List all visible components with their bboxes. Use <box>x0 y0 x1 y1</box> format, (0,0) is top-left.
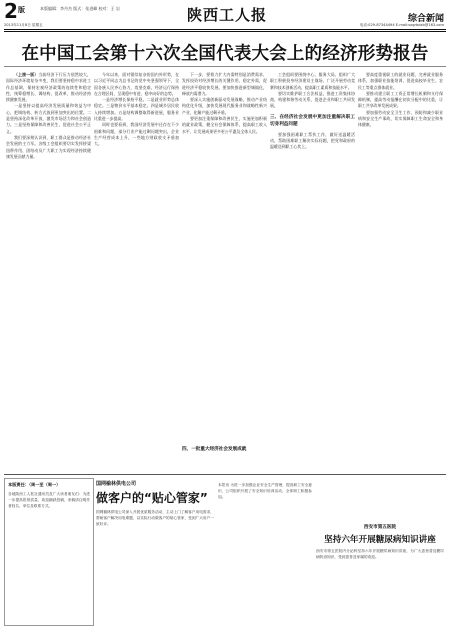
issue-date: 2013年11月8日 星期五 <box>4 23 43 27</box>
page-number: 2 <box>4 0 18 23</box>
notice-text: 各地陕西工人报社通讯员及广大读者朋友们：为进一步提高报纸质量，欢迎踊跃投稿，来稿请注明作者姓名、单位及联系方式。 <box>8 492 90 508</box>
paragraph: 要深入实施创新驱动发展战略，推动产业结构优化升级，加快发展现代服务业和战略性新兴产业，化解产能过剩矛盾。 <box>182 97 267 115</box>
paragraph: 一是坚持以提高经济发展质量和效益为中心，把调结构、转方式放到更加突出的位置。二是坚持深化改革开放，激发市场活力和社会创造力。三是坚持保障和改善民生，促进社会公平正义。 <box>6 103 91 134</box>
article-column-2 <box>94 72 179 472</box>
page-unit: 版 <box>18 6 25 14</box>
paragraph: 要加强劳动安全卫生工作，预防和减少职业病和安全生产事故，切实保障职工生命安全和身体健康。 <box>358 109 443 128</box>
bottom-rule <box>4 474 446 475</box>
paragraph: 今年以来，面对错综复杂的国内外形势，在以习近平同志为总书记的党中央坚强领导下，全国各族人民齐心协力，攻坚克难，经济运行保持在合理区间，呈现稳中有进、稳中向好的态势。 <box>94 72 179 96</box>
feature-story <box>96 478 214 624</box>
paragraph: 要加强困难职工帮扶工作，做好送温暖活动，帮助困难职工解决实际问题，把党和政府的温暖送到职工心坎上。 <box>270 131 355 150</box>
section-title: 综合新闻 <box>407 14 444 24</box>
paragraph: 要推动建立职工工资正常增长机制和支付保障机制，提高劳动报酬在初次分配中的比重，让职工共享改革发展成果。 <box>358 90 443 109</box>
story-title: 坚持六年开展糖尿病知识讲座 <box>324 535 436 545</box>
section-subhead: 四、一批重大经济社会发展成就 <box>182 447 247 452</box>
paragraph: 我们要深刻认识到，职工群众是推动经济社会发展的主力军。各级工会组织要切实发挥桥梁纽带作用，团结动员广大职工为实现经济持续健康发展贡献力量。 <box>6 134 91 159</box>
article-body <box>6 72 444 472</box>
article-column-4 <box>270 72 355 472</box>
news-brief <box>218 478 312 624</box>
section-subhead: 三、在经济社会发展中更加注重解决职工切身利益问题 <box>270 114 355 127</box>
notice-box <box>4 478 94 626</box>
paragraph: 当前经济下行压力依然较大，国际经济环境复杂多变，我们要坚持稳中求进工作总基调，保持宏观经济政策的连续性和稳定性，统筹稳增长、调结构、促改革，推动经济持续健康发展。 <box>6 72 91 103</box>
paragraph: 下一步，要着力扩大内需特别是消费需求，发挥投资对经济增长的关键作用，稳定外需，促进经济平稳较快发展。要加快推进新型城镇化，释放内需潜力。 <box>182 72 267 96</box>
story-title: 做客户的“贴心管家” <box>96 491 208 505</box>
contact-info: 电话:029-87344494 E-mail:sxgrbdzb@163.com <box>359 23 444 27</box>
feature-story-2 <box>316 478 444 624</box>
paragraph: 要更加注重保障和改善民生，实施更加积极的就业政策，健全社会保障体系，提高职工收入水平，让发展成果更多更公平惠及全体人民。 <box>182 116 267 134</box>
editor-credits: 本版编辑：李丹杰 版式：张进峰 校对：王 岩 <box>40 6 120 11</box>
brief-text: 本报讯 为进一步加强企业安全生产管理，提高职工安全意识，公司组织开展了安全知识培训活动，全体职工积极参加。 <box>218 483 312 499</box>
story-text: 西安市第五医院内分泌科坚持六年开展糖尿病知识讲座，为广大患者普及糖尿病防治知识，受到患者及家属的欢迎。 <box>316 549 444 559</box>
article-column-5 <box>358 72 443 472</box>
paragraph: 同时也要看到，我国经济发展中还存在不少困难和问题，部分行业产能过剩问题突出，企业生产经营成本上升，一些地方财政收支矛盾加大。 <box>94 122 179 147</box>
article-headline: 在中国工会第十六次全国代表大会上的经济形势报告 <box>21 44 429 64</box>
newspaper-masthead: 陕西工人报 <box>187 6 268 24</box>
story-kicker: 国网榆林供电公司 <box>96 481 137 487</box>
header-rule-thin <box>4 31 446 32</box>
bottom-strip <box>4 478 446 624</box>
header-rule <box>4 29 446 30</box>
story-text: 国网榆林供电公司深入开展优质服务活动，主动上门了解客户用电需求，帮助客户解决用电难题，以实际行动做客户的贴心管家，受到广大用户一致好评。 <box>96 510 214 526</box>
paragraph: 要切实维护职工合法权益，推进工资集体协商，构建和谐劳动关系，促进企业和职工共同发展。 <box>270 90 355 109</box>
headline-rule <box>4 66 446 67</box>
paragraph: 要高度重视职工的就业问题，完善就业服务体系，加强职业技能培训，促进高校毕业生、农民工等重点群体就业。 <box>358 72 443 90</box>
article-column-1 <box>6 72 91 472</box>
article-lead: （上接一版） <box>14 72 39 77</box>
paragraph: 一是经济增长保持平稳。二是就业形势总体稳定。三是物价水平基本稳定。四是城乡居民收入持续增加。五是结构调整取得新进展，服务业比重进一步提高。 <box>94 97 179 122</box>
page-header <box>0 0 450 30</box>
paragraph: 工会组织要围绕中心、服务大局，组织广大职工积极投身经济建设主战场，广泛开展劳动竞赛和技术创新活动，提高职工素质和技能水平。 <box>270 72 355 90</box>
notice-title: 本版责任：（周一至（周一） <box>8 482 61 487</box>
story-kicker: 西安市第五医院 <box>363 525 397 530</box>
article-column-3 <box>182 72 267 472</box>
